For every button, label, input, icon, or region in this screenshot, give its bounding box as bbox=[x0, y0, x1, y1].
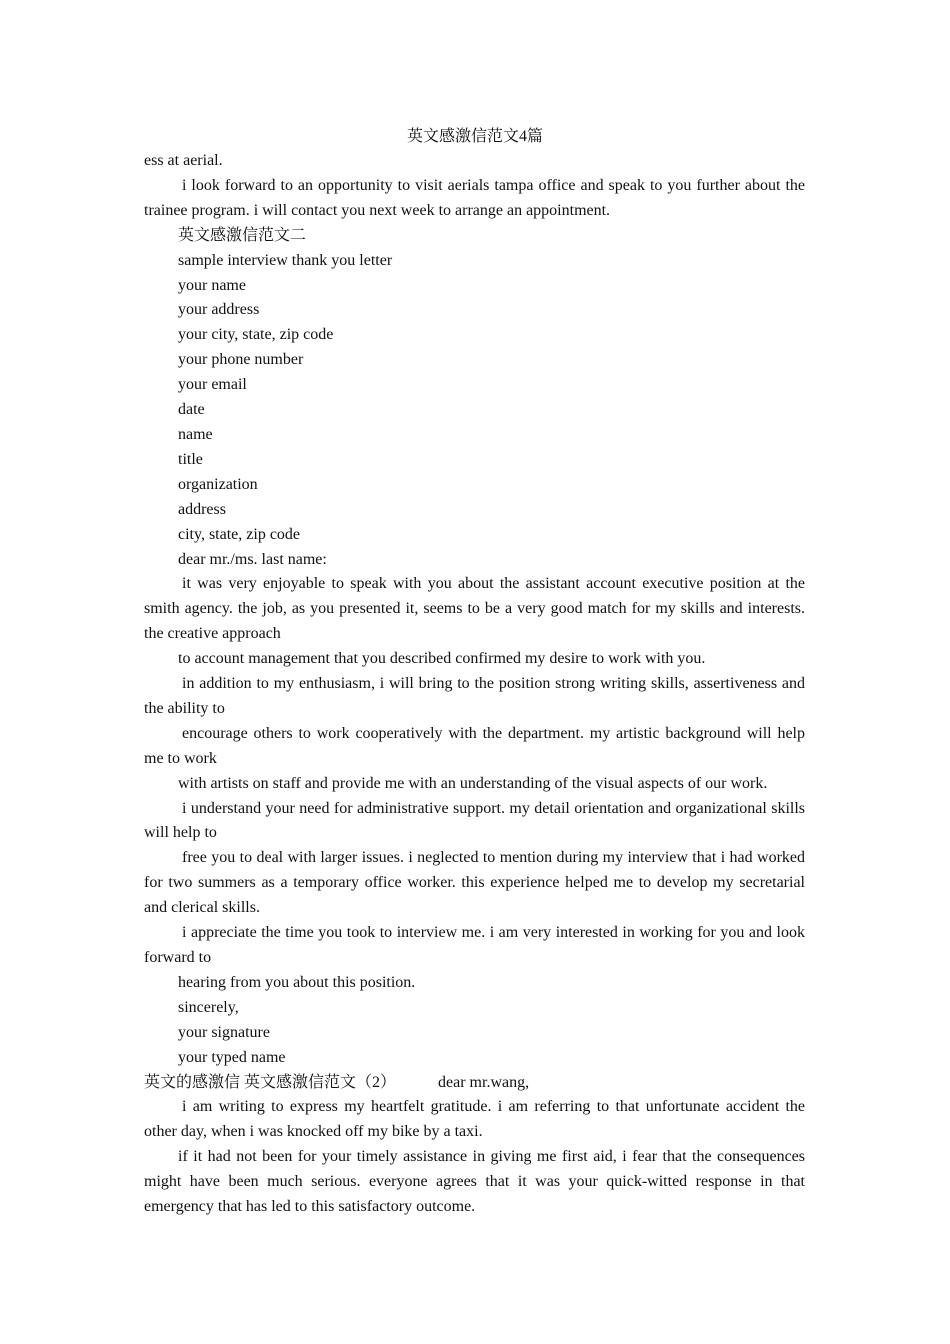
document-body bbox=[144, 149, 805, 1220]
letter-heading-line bbox=[144, 1071, 805, 1096]
paragraph: title bbox=[178, 450, 203, 468]
paragraph: sincerely, bbox=[178, 998, 239, 1016]
paragraph: i am writing to express my heartfelt gratitude. i am referring to that unfortunate accident the other day, when i was knocked off my bike by a taxi. bbox=[144, 1098, 805, 1141]
section-heading: 英文感激信范文二 bbox=[178, 226, 307, 244]
paragraph: dear mr./ms. last name: bbox=[178, 550, 327, 568]
paragraph: your city, state, zip code bbox=[178, 326, 334, 344]
paragraph: your signature bbox=[178, 1023, 270, 1041]
paragraph: encourage others to work cooperatively with the department. my artistic background will help me to work bbox=[144, 724, 805, 767]
paragraph: hearing from you about this position. bbox=[178, 973, 416, 991]
document-title: 英文感激信范文4篇 bbox=[406, 128, 543, 145]
paragraph: in addition to my enthusiasm, i will bring to the position strong writing skills, assertiveness and the ability to bbox=[144, 675, 805, 717]
paragraph: to account management that you described confirmed my desire to work with you. bbox=[178, 650, 706, 668]
paragraph: if it had not been for your timely assistance in giving me first aid, i fear that the consequences might have been much serious. everyone agrees that it was your quick-witted response in that emergency that has led to this satisfactory outcome. bbox=[144, 1148, 805, 1216]
salutation: dear mr.wang, bbox=[438, 1073, 530, 1091]
section-heading: 英文的感激信 英文感激信范文（2） bbox=[144, 1073, 397, 1091]
paragraph: i appreciate the time you took to interview me. i am very interested in working for you and look forward to bbox=[144, 924, 805, 966]
paragraph: your name bbox=[178, 276, 246, 294]
paragraph: your typed name bbox=[178, 1048, 286, 1066]
paragraph: city, state, zip code bbox=[178, 525, 301, 543]
paragraph: your address bbox=[178, 301, 260, 319]
paragraph: i look forward to an opportunity to visit aerials tampa office and speak to you further about the trainee program. i will contact you next week to arrange an appointment. bbox=[144, 176, 805, 219]
paragraph: sample interview thank you letter bbox=[178, 251, 393, 269]
paragraph: ess at aerial. bbox=[144, 152, 223, 169]
paragraph: date bbox=[178, 401, 205, 419]
paragraph: your email bbox=[178, 376, 247, 394]
paragraph: free you to deal with larger issues. i neglected to mention during my interview that i had worked for two summers as a temporary office worker. this experience helped me to develop my secretarial and clerical skills. bbox=[144, 849, 805, 917]
paragraph: i understand your need for administrative support. my detail orientation and organizational skills will help to bbox=[144, 799, 805, 842]
paragraph: your phone number bbox=[178, 351, 304, 369]
paragraph: it was very enjoyable to speak with you about the assistant account executive position at the smith agency. the job, as you presented it, seems to be a very good match for my skills and interests. the creative approach bbox=[144, 575, 805, 643]
paragraph: address bbox=[178, 500, 226, 518]
paragraph: with artists on staff and provide me with an understanding of the visual aspects of our work. bbox=[178, 774, 768, 792]
paragraph: name bbox=[178, 425, 213, 443]
paragraph: organization bbox=[178, 475, 258, 493]
